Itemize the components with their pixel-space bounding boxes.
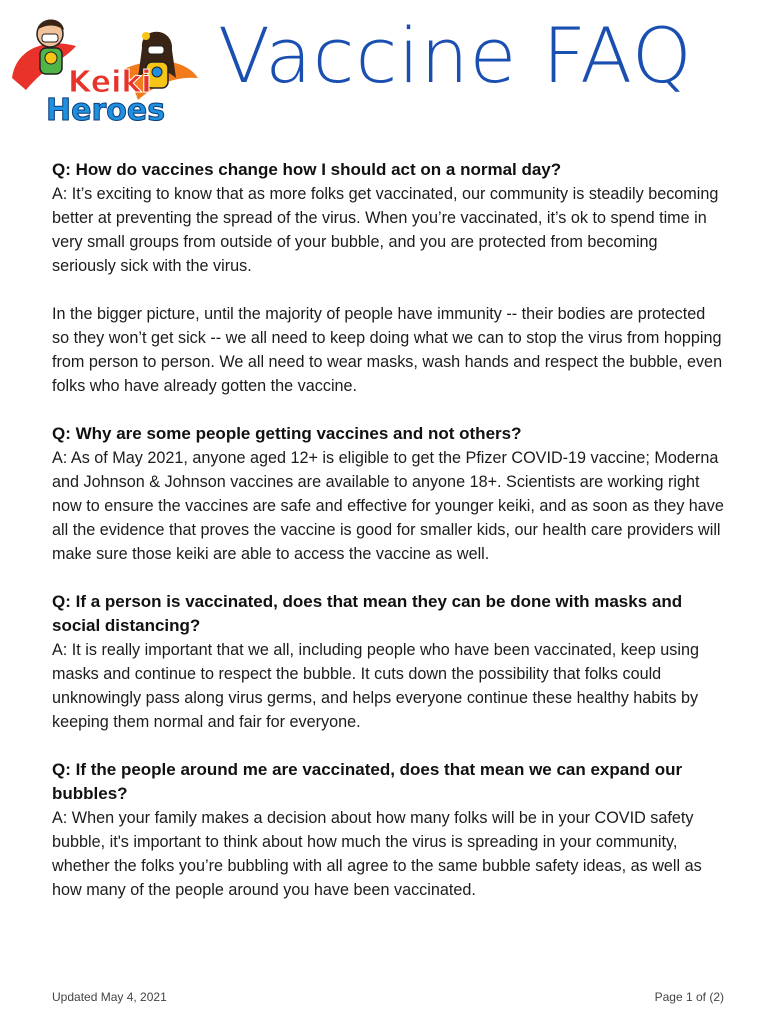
keiki-heroes-logo xyxy=(6,8,202,128)
header xyxy=(0,0,768,140)
footer-updated-date: Updated May 4, 2021 xyxy=(52,990,167,1004)
faq-item xyxy=(52,158,724,398)
faq-answer: A: As of May 2021, anyone aged 12+ is eligible to get the Pfizer COVID-19 vaccine; Moderna and Johnson & Johnson vaccines are available to anyone 18+. Scientists are working right now to ensure the vaccines are safe and effective for younger keiki, and as soon as they have all the evidence that proves the vaccine is good for smaller kids, our health care providers will make sure those keiki are able to access the vaccine as well. xyxy=(52,449,724,563)
faq-content xyxy=(52,158,724,926)
page-title: Vaccine FAQ xyxy=(218,11,693,100)
faq-item xyxy=(52,422,724,566)
faq-answer: A: When your family makes a decision about how many folks will be in your COVID safety bubble, it's important to think about how much the virus is spreading in your community, whether the folks you’re bubbling with all agree to the same bubble safety ideas, as well as how many of the people around you have been vaccinated. xyxy=(52,809,702,899)
faq-question: Q: How do vaccines change how I should act on a normal day? xyxy=(52,160,562,179)
faq-question: Q: If a person is vaccinated, does that mean they can be done with masks and social distancing? xyxy=(52,592,683,635)
faq-answer: A: It is really important that we all, including people who have been vaccinated, keep using masks and continue to respect the bubble. It cuts down the possibility that folks could unknowingly pass along virus germs, and helps everyone continue these healthy habits by keeping them normal and fair for everyone. xyxy=(52,641,699,731)
faq-question: Q: If the people around me are vaccinated, does that mean we can expand our bubbles? xyxy=(52,760,683,803)
faq-question: Q: Why are some people getting vaccines and not others? xyxy=(52,424,522,443)
faq-answer: In the bigger picture, until the majority of people have immunity -- their bodies are protected so they won’t get sick -- we all need to keep doing what we can to stop the virus from hopping from person to person. We all need to wear masks, wash hands and respect the bubble, even folks who have already gotten the vaccine. xyxy=(52,305,723,395)
faq-item xyxy=(52,590,724,734)
faq-answer: A: It’s exciting to know that as more folks get vaccinated, our community is steadily becoming better at preventing the spread of the virus. When you’re vaccinated, it’s ok to spend time in very small groups from outside of your bubble, and you are protected from becoming seriously sick with the virus. xyxy=(52,185,719,275)
paragraph-gap xyxy=(52,278,724,302)
logo-text-keiki: Keiki xyxy=(68,65,152,100)
logo-text-heroes: Heroes xyxy=(46,93,166,128)
faq-item xyxy=(52,758,724,902)
footer-page-number: Page 1 of (2) xyxy=(654,990,724,1004)
